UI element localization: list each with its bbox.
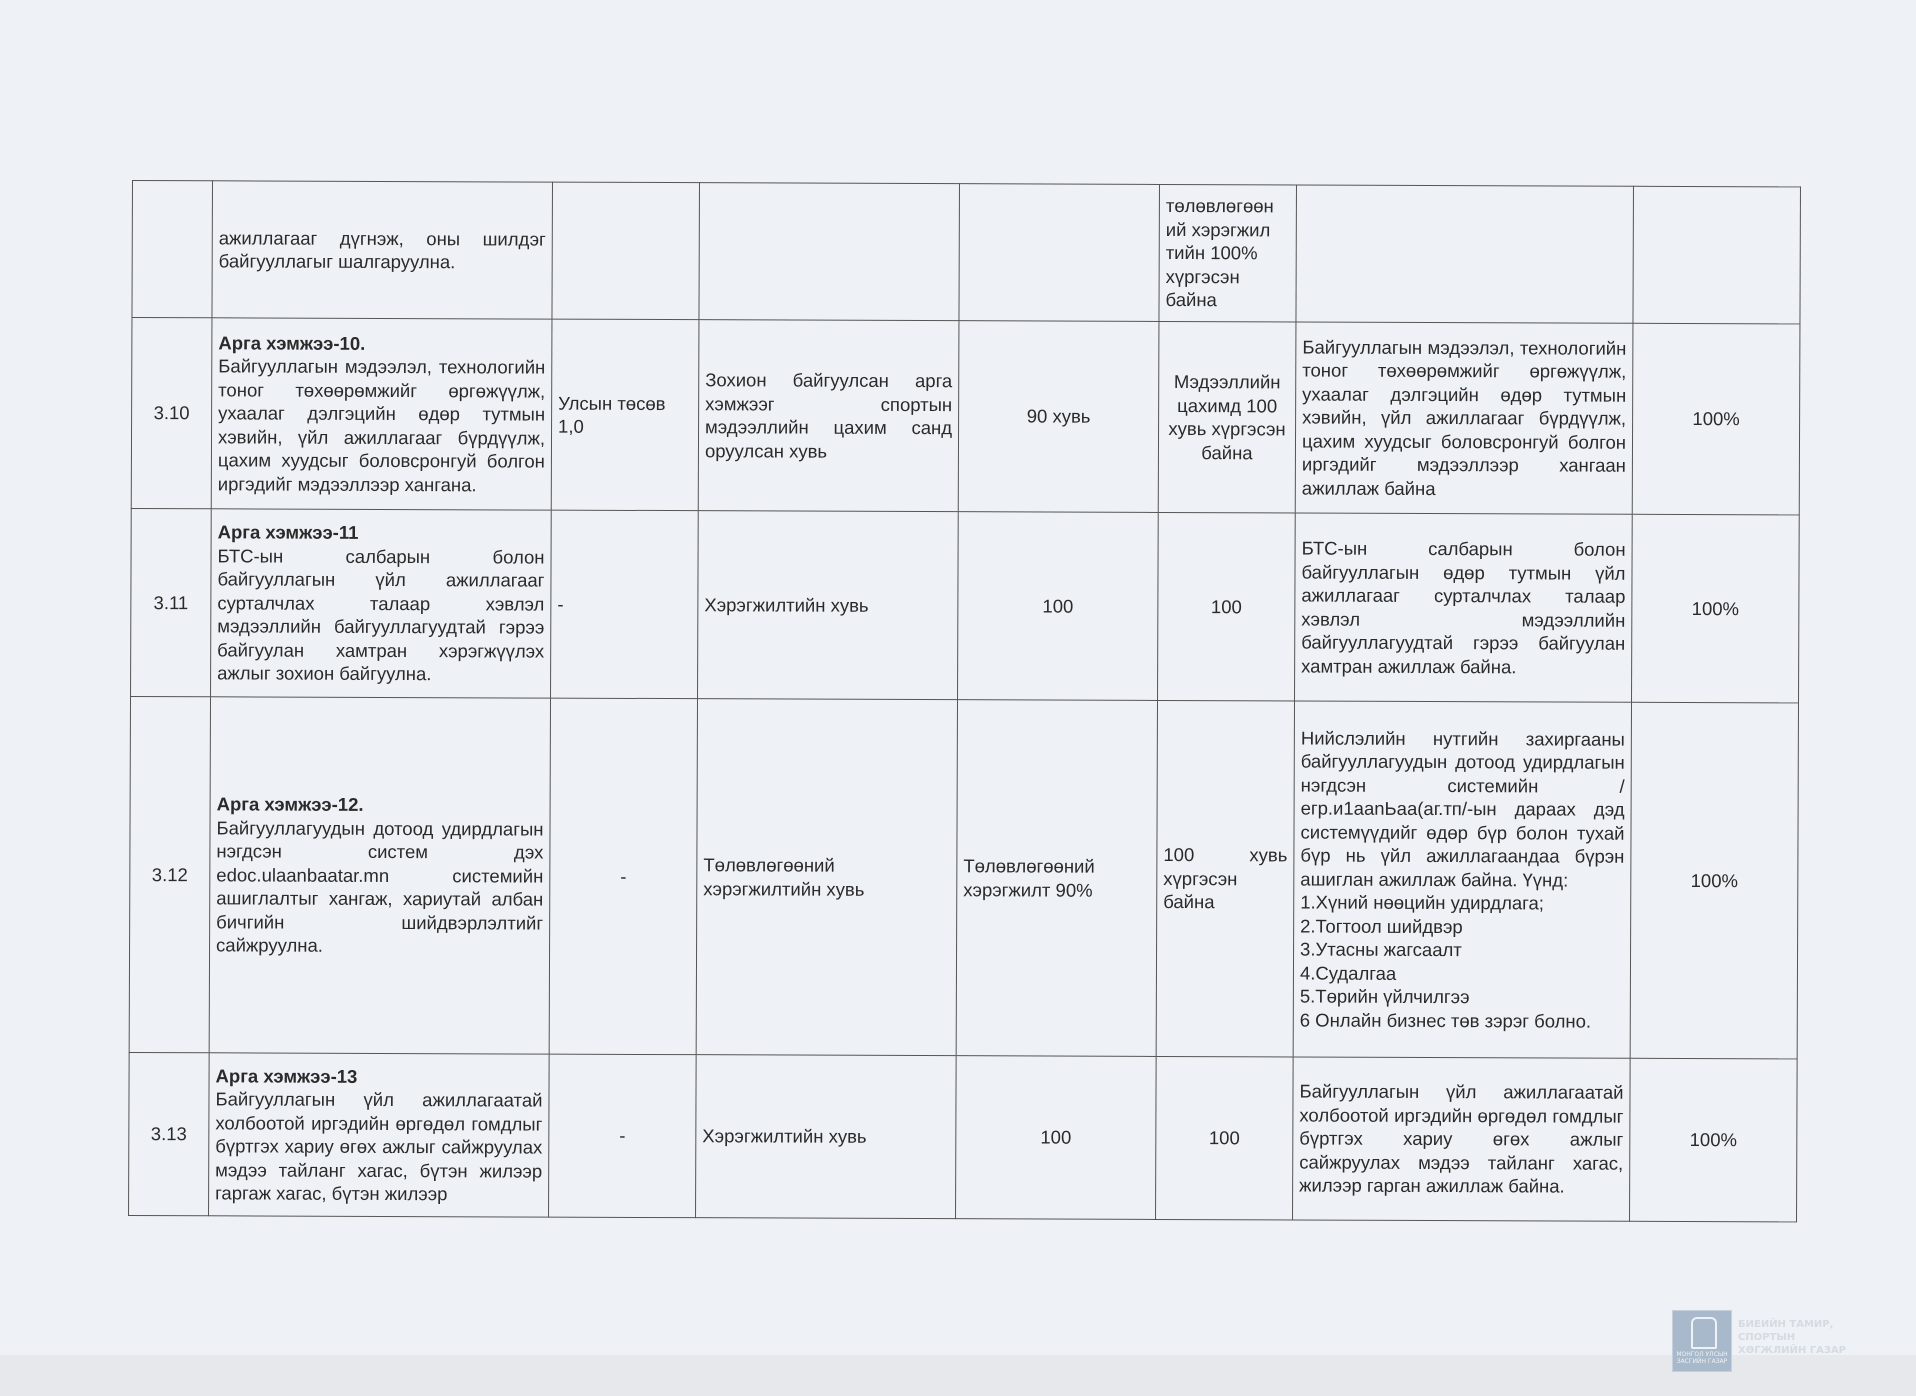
baseline: Төлөвлөгөөний хэрэгжилт 90% <box>956 700 1157 1057</box>
activity-cell <box>211 509 552 698</box>
baseline: 100 <box>958 512 1159 701</box>
row-number-cell <box>132 181 213 318</box>
stamp-line: ХӨГЖЛИЙН ГАЗАР <box>1738 1345 1847 1356</box>
target: Мэдээллийн цахимд 100 хувь хүргэсэн байна <box>1158 321 1296 513</box>
indicator-cell <box>699 183 960 321</box>
table-row <box>131 508 1800 702</box>
target: 100 <box>1158 512 1296 701</box>
result: Байгууллагын үйл ажиллагаатай холбоотой иргэдийн өргөдөл гомдлыг бүртгэх хариу өгөх ажлыг сайжруулах мэдээ тайланг хагас, жилээр гарган ажиллаж байна. <box>1293 1057 1631 1221</box>
activity-text: ажиллагааг дүгнэж, оны шилдэг байгууллагыг шалгаруулна. <box>218 226 546 273</box>
funding: - <box>549 698 697 1055</box>
table-row <box>129 696 1798 1058</box>
indicator: Хэрэгжилтийн хувь <box>698 511 959 700</box>
row-number: 3.11 <box>131 508 212 696</box>
target-cell <box>1159 184 1297 322</box>
baseline: 90 хувь <box>958 321 1159 513</box>
result: БТС-ын салбарын болон байгууллагын өдөр тутмын үйл ажиллагааг сурталчлах талаар хэвлэл мэдээллийн байгууллагуудтай гэрээ байгуулан хамтран ажиллаж байна. <box>1295 513 1633 702</box>
result: Байгууллагын мэдээлэл, технологийн тоног төхөөрөмжийг өргөжүүлж, ухаалаг дэлгэцийн өдөр тутмын хэвийн, үйл ажиллагааг бүрдүүлж, цахим хуудсыг боловсронгуй болгон иргэдийг мэдээллээр хангаан ажиллаж байна <box>1295 322 1633 514</box>
activity-title: Арга хэмжээ-13 <box>215 1064 358 1087</box>
funding-cell <box>552 182 700 320</box>
funding: - <box>551 510 699 699</box>
baseline-cell <box>959 184 1160 322</box>
activity-title: Арга хэмжээ-11 <box>217 521 359 544</box>
result-list-item: 1.Хүний нөөцийн удирдлага; <box>1300 891 1545 914</box>
activity-text: Байгууллагуудын дотоод удирдлагын нэгдсэн систем дэх edoc.ulaanbaatar.mn системийн ашиглалтыг хангаж, хариутай албан бичгийн шийдвэрлэлтийг сайжруулна. <box>216 817 544 956</box>
result-list-item: 3.Утасны жагсаалт <box>1300 938 1462 961</box>
scanner-edge <box>0 1355 1916 1396</box>
funding: - <box>549 1054 697 1218</box>
activity-text: Байгууллагын үйл ажиллагаатай холбоотой иргэдийн өргөдөл гомдлыг бүртгэх хариу өгөх ажлыг сайжруулах мэдээ тайланг хагас, бүтэн жилээр гаргаж хагас, бүтэн жилээр <box>215 1088 543 1205</box>
indicator: Хэрэгжилтийн хувь <box>696 1055 957 1219</box>
result-list-item: 5.Төрийн үйлчилгээ <box>1299 985 1470 1008</box>
table-row <box>132 181 1801 324</box>
stamp-caption: МОНГОЛ УЛСЫН ЗАСГИЙН ГАЗАР <box>1676 1351 1728 1365</box>
baseline: 100 <box>956 1056 1157 1220</box>
row-number: 3.10 <box>131 318 212 509</box>
percent-cell <box>1633 186 1801 324</box>
action-plan-table <box>128 180 1801 1222</box>
ministry-emblem-stamp <box>1672 1310 1732 1372</box>
activity-cell <box>209 697 550 1054</box>
funding: Улсын төсөв 1,0 <box>551 319 699 511</box>
indicator: Зохион байгуулсан арга хэмжээг спортын мэдээллийн цахим санд оруулсан хувь <box>698 320 959 512</box>
activity-cell <box>209 1053 550 1217</box>
activity-cell <box>212 181 553 319</box>
percent: 100% <box>1632 514 1800 703</box>
activity-title: Арга хэмжээ-10. <box>218 332 366 354</box>
percent: 100% <box>1630 1058 1798 1222</box>
stamp-line: БИЕИЙН ТАМИР, СПОРТЫН <box>1738 1319 1834 1343</box>
result-list-item: 6 Онлайн бизнес төв зэрэг болно. <box>1299 1009 1592 1032</box>
row-number: 3.12 <box>129 696 210 1052</box>
target-text: төлөвлөгөөн ий хэрэгжил тийн 100% хүргэсэн байна <box>1165 195 1274 311</box>
result-cell <box>1293 701 1631 1058</box>
percent: 100% <box>1630 702 1798 1059</box>
result-list-item: 2.Тогтоол шийдвэр <box>1300 915 1463 937</box>
activity-text: Байгууллагын мэдээлэл, технологийн тоног төхөөрөмжийг өргөжүүлж, ухаалаг дэлгэцийн өдөр тутмын хэвийн, үйл ажиллагааг бүрдүүлж, цахим хуудсыг боловсронгуй болгон иргэдийг мэдээллээр хангана. <box>217 355 546 496</box>
row-number: 3.13 <box>129 1052 210 1215</box>
target: 100 <box>1156 1056 1294 1220</box>
activity-text: БТС-ын салбарын болон байгууллагын үйл ажиллагааг сурталчлах талаар хэвлэл мэдээллийн байгууллагуудтай гэрээ байгуулан хамтран хэрэгжүүлэх ажлыг зохион байгуулна. <box>217 545 545 685</box>
soyombo-emblem-icon <box>1691 1317 1717 1349</box>
result-cell <box>1296 185 1634 323</box>
indicator: Төлөвлөгөөний хэрэгжилтийн хувь <box>696 699 957 1056</box>
result-list-item: 4.Судалгаа <box>1299 962 1397 984</box>
stamp-organization-name <box>1738 1318 1888 1357</box>
target: 100 хувь хүргэсэн байна <box>1156 700 1294 1057</box>
table-row <box>131 318 1800 515</box>
table-row <box>129 1052 1798 1221</box>
percent: 100% <box>1632 323 1800 515</box>
result-text: Нийслэлийн нутгийн захиргааны байгууллагуудын дотоод удирдлагын нэгдсэн системийн /егр.и1ааnЬаа(аг.тп/-ын дараах дэд системүүдийг өдөр бүр болон тухай бүр нь үйл ажиллагаандаа бүрэн ашиглан ажиллаж байна. Үүнд: <box>1300 727 1625 891</box>
activity-title: Арга хэмжээ-12. <box>216 793 364 816</box>
activity-cell <box>211 318 552 510</box>
